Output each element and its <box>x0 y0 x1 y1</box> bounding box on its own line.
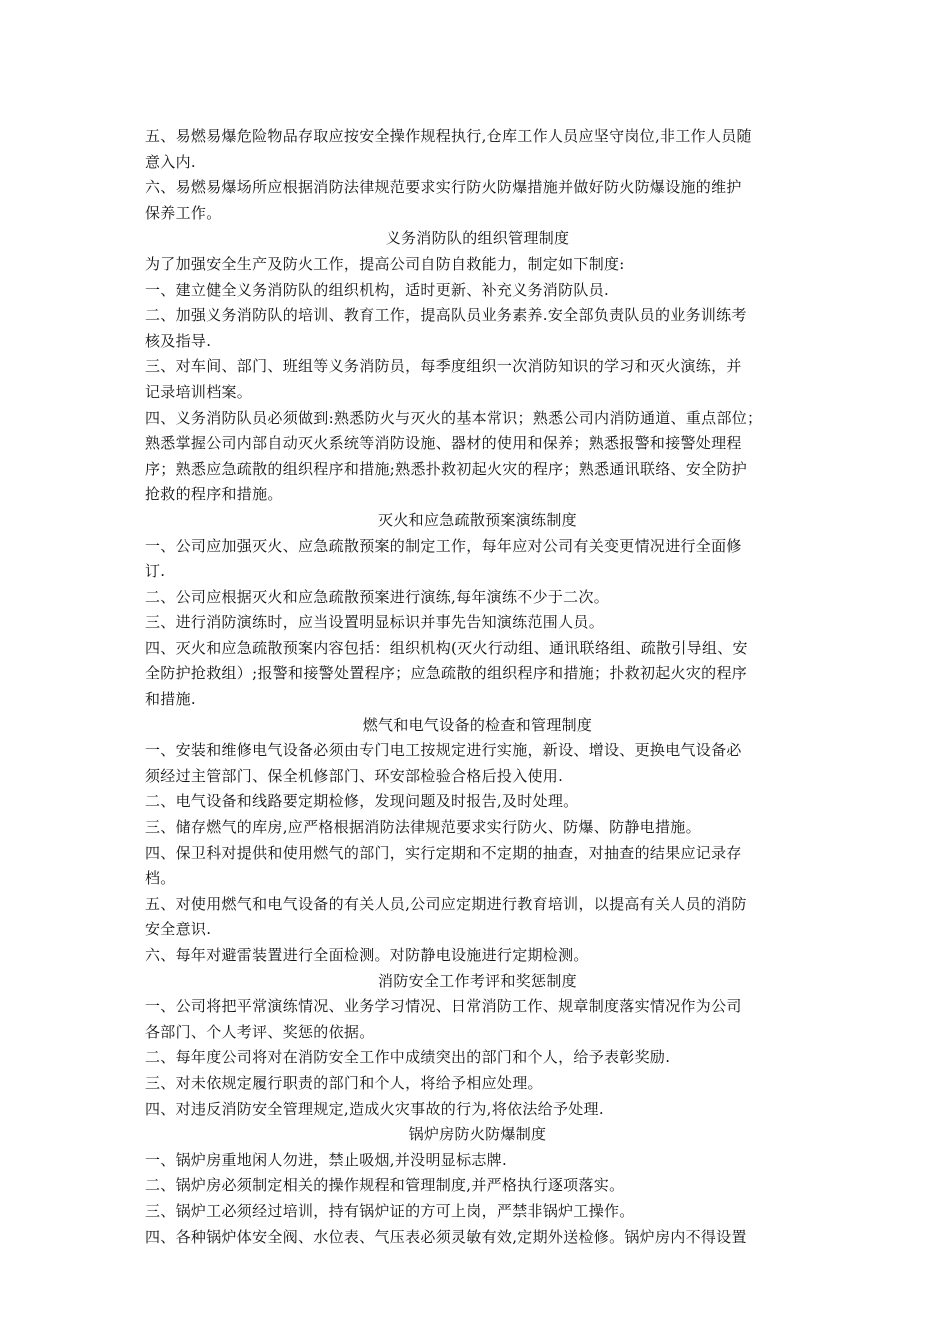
text-line: 序；熟悉应急疏散的组织程序和措施;熟悉扑救初起火灾的程序；熟悉通讯联络、安全防护 <box>145 459 748 478</box>
text-line: 四、对违反消防安全管理规定,造成火灾事故的行为,将依法给予处理. <box>145 1099 604 1118</box>
text-line: 二、锅炉房必须制定相关的操作规程和管理制度,并严格执行逐项落实。 <box>145 1176 625 1195</box>
text-line: 全防护抢救组）;报警和接警处置程序；应急疏散的组织程序和措施；扑救初起火灾的程序 <box>145 664 748 683</box>
text-line: 四、灭火和应急疏散预案内容包括：组织机构(灭火行动组、通讯联络组、疏散引导组、安 <box>145 638 748 657</box>
text-line: 安全意识. <box>145 920 212 939</box>
text-line: 五、易燃易爆危险物品存取应按安全操作规程执行,仓库工作人员应坚守岗位,非工作人员随 <box>145 127 752 145</box>
text-line: 订. <box>145 562 166 581</box>
text-line: 熟悉掌握公司内部自动灭火系统等消防设施、器材的使用和保养；熟悉报警和接警处理程 <box>145 434 742 453</box>
text-line: 保养工作。 <box>145 203 222 222</box>
text-line: 记录培训档案。 <box>145 382 253 401</box>
text-line: 二、加强义务消防队的培训、教育工作，提高队员业务素养.安全部负责队员的业务训练考 <box>145 306 747 325</box>
text-line: 五、对使用燃气和电气设备的有关人员,公司应定期进行教育培训，以提高有关人员的消防 <box>145 894 747 913</box>
text-line: 六、易燃易爆场所应根据消防法律规范要求实行防火防爆措施并做好防火防爆设施的维护 <box>145 178 742 197</box>
text-line: 意入内. <box>145 152 196 171</box>
text-line: 三、对车间、部门、班组等义务消防员，每季度组织一次消防知识的学习和灭火演练，并 <box>145 357 742 376</box>
section-heading: 燃气和电气设备的检查和管理制度 <box>362 715 593 734</box>
document-page <box>145 124 810 1250</box>
text-line: 一、安装和维修电气设备必须由专门电工按规定进行实施，新设、增设、更换电气设备必 <box>145 741 742 760</box>
text-line: 三、储存燃气的库房,应严格根据消防法律规范要求实行防火、防爆、防静电措施。 <box>145 818 701 837</box>
text-line: 四、保卫科对提供和使用燃气的部门，实行定期和不定期的抽查，对抽查的结果应记录存 <box>145 843 742 862</box>
section-heading: 消防安全工作考评和奖惩制度 <box>378 971 577 990</box>
document-body <box>145 124 810 1250</box>
text-line: 四、各种锅炉体安全阀、水位表、气压表必须灵敏有效,定期外送检修。锅炉房内不得设置 <box>145 1227 747 1246</box>
text-line: 三、对未依规定履行职责的部门和个人，将给予相应处理。 <box>145 1073 543 1092</box>
section-heading: 义务消防队的组织管理制度 <box>385 229 570 248</box>
text-line: 三、进行消防演练时，应当设置明显标识并事先告知演练范围人员。 <box>145 613 605 632</box>
text-line: 二、电气设备和线路要定期检修，发现问题及时报告,及时处理。 <box>145 792 579 811</box>
text-line: 须经过主管部门、保全机修部门、环安部检验合格后投入使用. <box>145 766 564 785</box>
text-line: 一、锅炉房重地闲人勿进，禁止吸烟,并没明显标志牌. <box>145 1150 508 1169</box>
section-heading: 灭火和应急疏散预案演练制度 <box>378 510 577 529</box>
text-line: 四、义务消防队员必须做到:熟悉防火与灭火的基本常识；熟悉公司内消防通道、重点部位； <box>145 408 763 427</box>
text-line: 一、公司将把平常演练情况、业务学习情况、日常消防工作、规章制度落实情况作为公司 <box>145 997 742 1016</box>
text-line: 为了加强安全生产及防火工作，提高公司自防自救能力，制定如下制度: <box>145 254 625 273</box>
text-line: 三、锅炉工必须经过培训，持有锅炉证的方可上岗，严禁非锅炉工操作。 <box>145 1201 635 1220</box>
text-line: 核及指导. <box>145 331 212 350</box>
text-line: 一、建立健全义务消防队的组织机构，适时更新、补充义务消防队员. <box>145 280 610 299</box>
text-line: 各部门、个人考评、奖惩的依据。 <box>145 1022 375 1041</box>
text-line: 一、公司应加强灭火、应急疏散预案的制定工作，每年应对公司有关变更情况进行全面修 <box>145 536 742 555</box>
text-line: 档。 <box>145 869 176 888</box>
text-line: 六、每年对避雷装置进行全面检测。对防静电设施进行定期检测。 <box>145 946 589 964</box>
section-heading: 锅炉房防火防爆制度 <box>408 1125 547 1144</box>
text-line: 二、每年度公司将对在消防安全工作中成绩突出的部门和个人，给予表彰奖励. <box>145 1048 671 1067</box>
text-line: 抢救的程序和措施。 <box>145 485 283 504</box>
text-line: 二、公司应根据灭火和应急疏散预案进行演练,每年演练不少于二次。 <box>145 587 610 606</box>
text-line: 和措施. <box>145 690 196 709</box>
